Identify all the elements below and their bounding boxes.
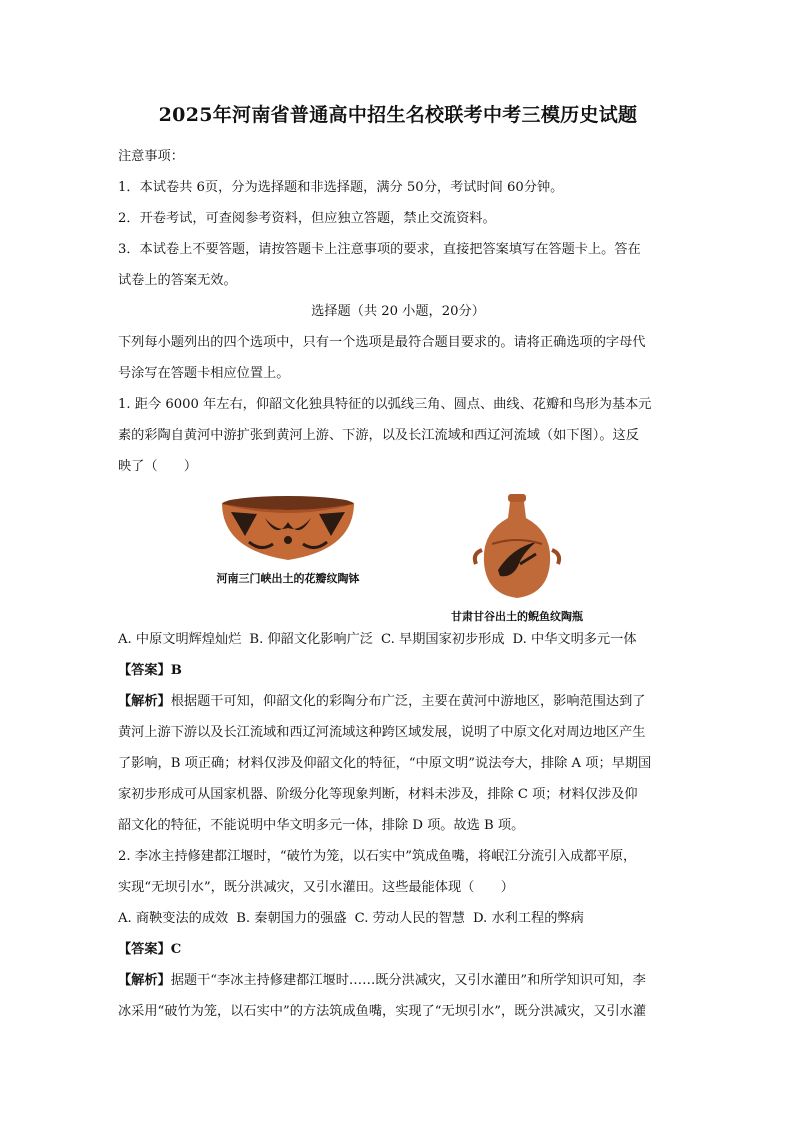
q1-analysis-4: 家初步形成可从国家机器、阶级分化等现象判断，材料未涉及，排除 C 项；材料仅涉及仰 bbox=[118, 787, 638, 802]
q1-analysis-5: 韶文化的特征，不能说明中华文明多元一体，排除 D 项。故选 B 项。 bbox=[118, 818, 525, 833]
q2-analysis-2: 冰采用“破竹为笼，以石实中”的方法筑成鱼嘴，实现了“无坝引水”，既分洪减灾，又引水灌 bbox=[118, 1004, 647, 1019]
q1-option-b: B. 仰韶文化影响广泛 bbox=[249, 632, 373, 647]
q2-stem-1: 2. 李冰主持修建都江堰时，“破竹为笼，以石实中”筑成鱼嘴，将岷江分流引入成都平原， bbox=[118, 849, 637, 864]
q1-options bbox=[118, 624, 678, 655]
q1-analysis-text-1: 根据题干可知，仰韶文化的彩陶分布广泛，主要在黄河中游地区，影响范围达到了 bbox=[170, 694, 646, 709]
figure-bottle bbox=[451, 492, 583, 624]
q1-analysis-3: 了影响，B 项正确；材料仅涉及仰韶文化的特征，“中原文明”说法夸大，排除 A 项；早期国 bbox=[118, 756, 652, 771]
figure-bowl-caption: 河南三门峡出土的花瓣纹陶钵 bbox=[216, 572, 360, 585]
section-intro-1: 下列每小题列出的四个选项中，只有一个选项是最符合题目要求的。请将正确选项的字母代 bbox=[118, 335, 646, 350]
notice-3: 3．本试卷上不要答题，请按答题卡上注意事项的要求，直接把答案填写在答题卡上。答在 bbox=[118, 242, 641, 257]
q2-option-b: B. 秦朝国力的强盛 bbox=[236, 911, 347, 926]
q1-stem-3: 映了（ ） bbox=[118, 459, 198, 474]
q2-option-c: C. 劳动人民的智慧 bbox=[354, 911, 465, 926]
q1-option-a: A. 中原文明辉煌灿烂 bbox=[118, 632, 242, 647]
section-title: 选择题（共 20 小题，20分） bbox=[311, 304, 485, 319]
notice-2: 2．开卷考试，可查阅参考资料，但应独立答题，禁止交流资料。 bbox=[118, 211, 496, 226]
q2-analysis-1 bbox=[118, 965, 678, 996]
q2-analysis-text-1: 据题干“李冰主持修建都江堰时……既分洪减灾，又引水灌田”和所学知识可知，李 bbox=[170, 973, 646, 988]
figure-bowl bbox=[213, 492, 363, 624]
q1-option-c: C. 早期国家初步形成 bbox=[381, 632, 505, 647]
q2-options bbox=[118, 903, 678, 934]
q2-option-d: D. 水利工程的弊病 bbox=[472, 911, 584, 926]
figure-bottle-caption: 甘肃甘谷出土的鲵鱼纹陶瓶 bbox=[451, 610, 583, 623]
q1-analysis-2: 黄河上游下游以及长江流域和西辽河流域这种跨区域发展，说明了中原文化对周边地区产生 bbox=[118, 725, 646, 740]
q2-analysis-tag: 【解析】 bbox=[118, 973, 171, 988]
notice-heading: 注意事项： bbox=[118, 149, 184, 164]
notice-1: 1．本试卷共 6页，分为选择题和非选择题，满分 50分，考试时间 60分钟。 bbox=[118, 180, 564, 195]
q2-option-a: A. 商鞅变法的成效 bbox=[118, 911, 229, 926]
q1-stem-2: 素的彩陶自黄河中游扩张到黄河上游、下游，以及长江流域和西辽河流域（如下图）。这反 bbox=[118, 428, 639, 443]
section-intro-2: 号涂写在答题卡相应位置上。 bbox=[118, 366, 290, 381]
q1-answer: 【答案】B bbox=[118, 663, 182, 678]
q1-analysis-1 bbox=[118, 686, 678, 717]
exam-page bbox=[118, 100, 678, 1027]
notice-3-cont: 试卷上的答案无效。 bbox=[118, 273, 237, 288]
q2-answer: 【答案】C bbox=[118, 942, 182, 957]
q1-analysis-tag: 【解析】 bbox=[118, 694, 171, 709]
q1-option-d: D. 中华文明多元一体 bbox=[512, 632, 637, 647]
q2-stem-2: 实现“无坝引水”，既分洪减灾，又引水灌田。这些最能体现（ ） bbox=[118, 880, 514, 895]
pottery-bottle-image bbox=[462, 492, 572, 602]
pottery-bowl-image bbox=[213, 492, 363, 564]
exam-title: 2025年河南省普通高中招生名校联考中考三模历史试题 bbox=[158, 104, 638, 126]
q1-stem-1: 1. 距今 6000 年左右，仰韶文化独具特征的以弧线三角、圆点、曲线、花瓣和鸟形为基本元 bbox=[118, 397, 652, 412]
q1-figures bbox=[213, 492, 583, 624]
